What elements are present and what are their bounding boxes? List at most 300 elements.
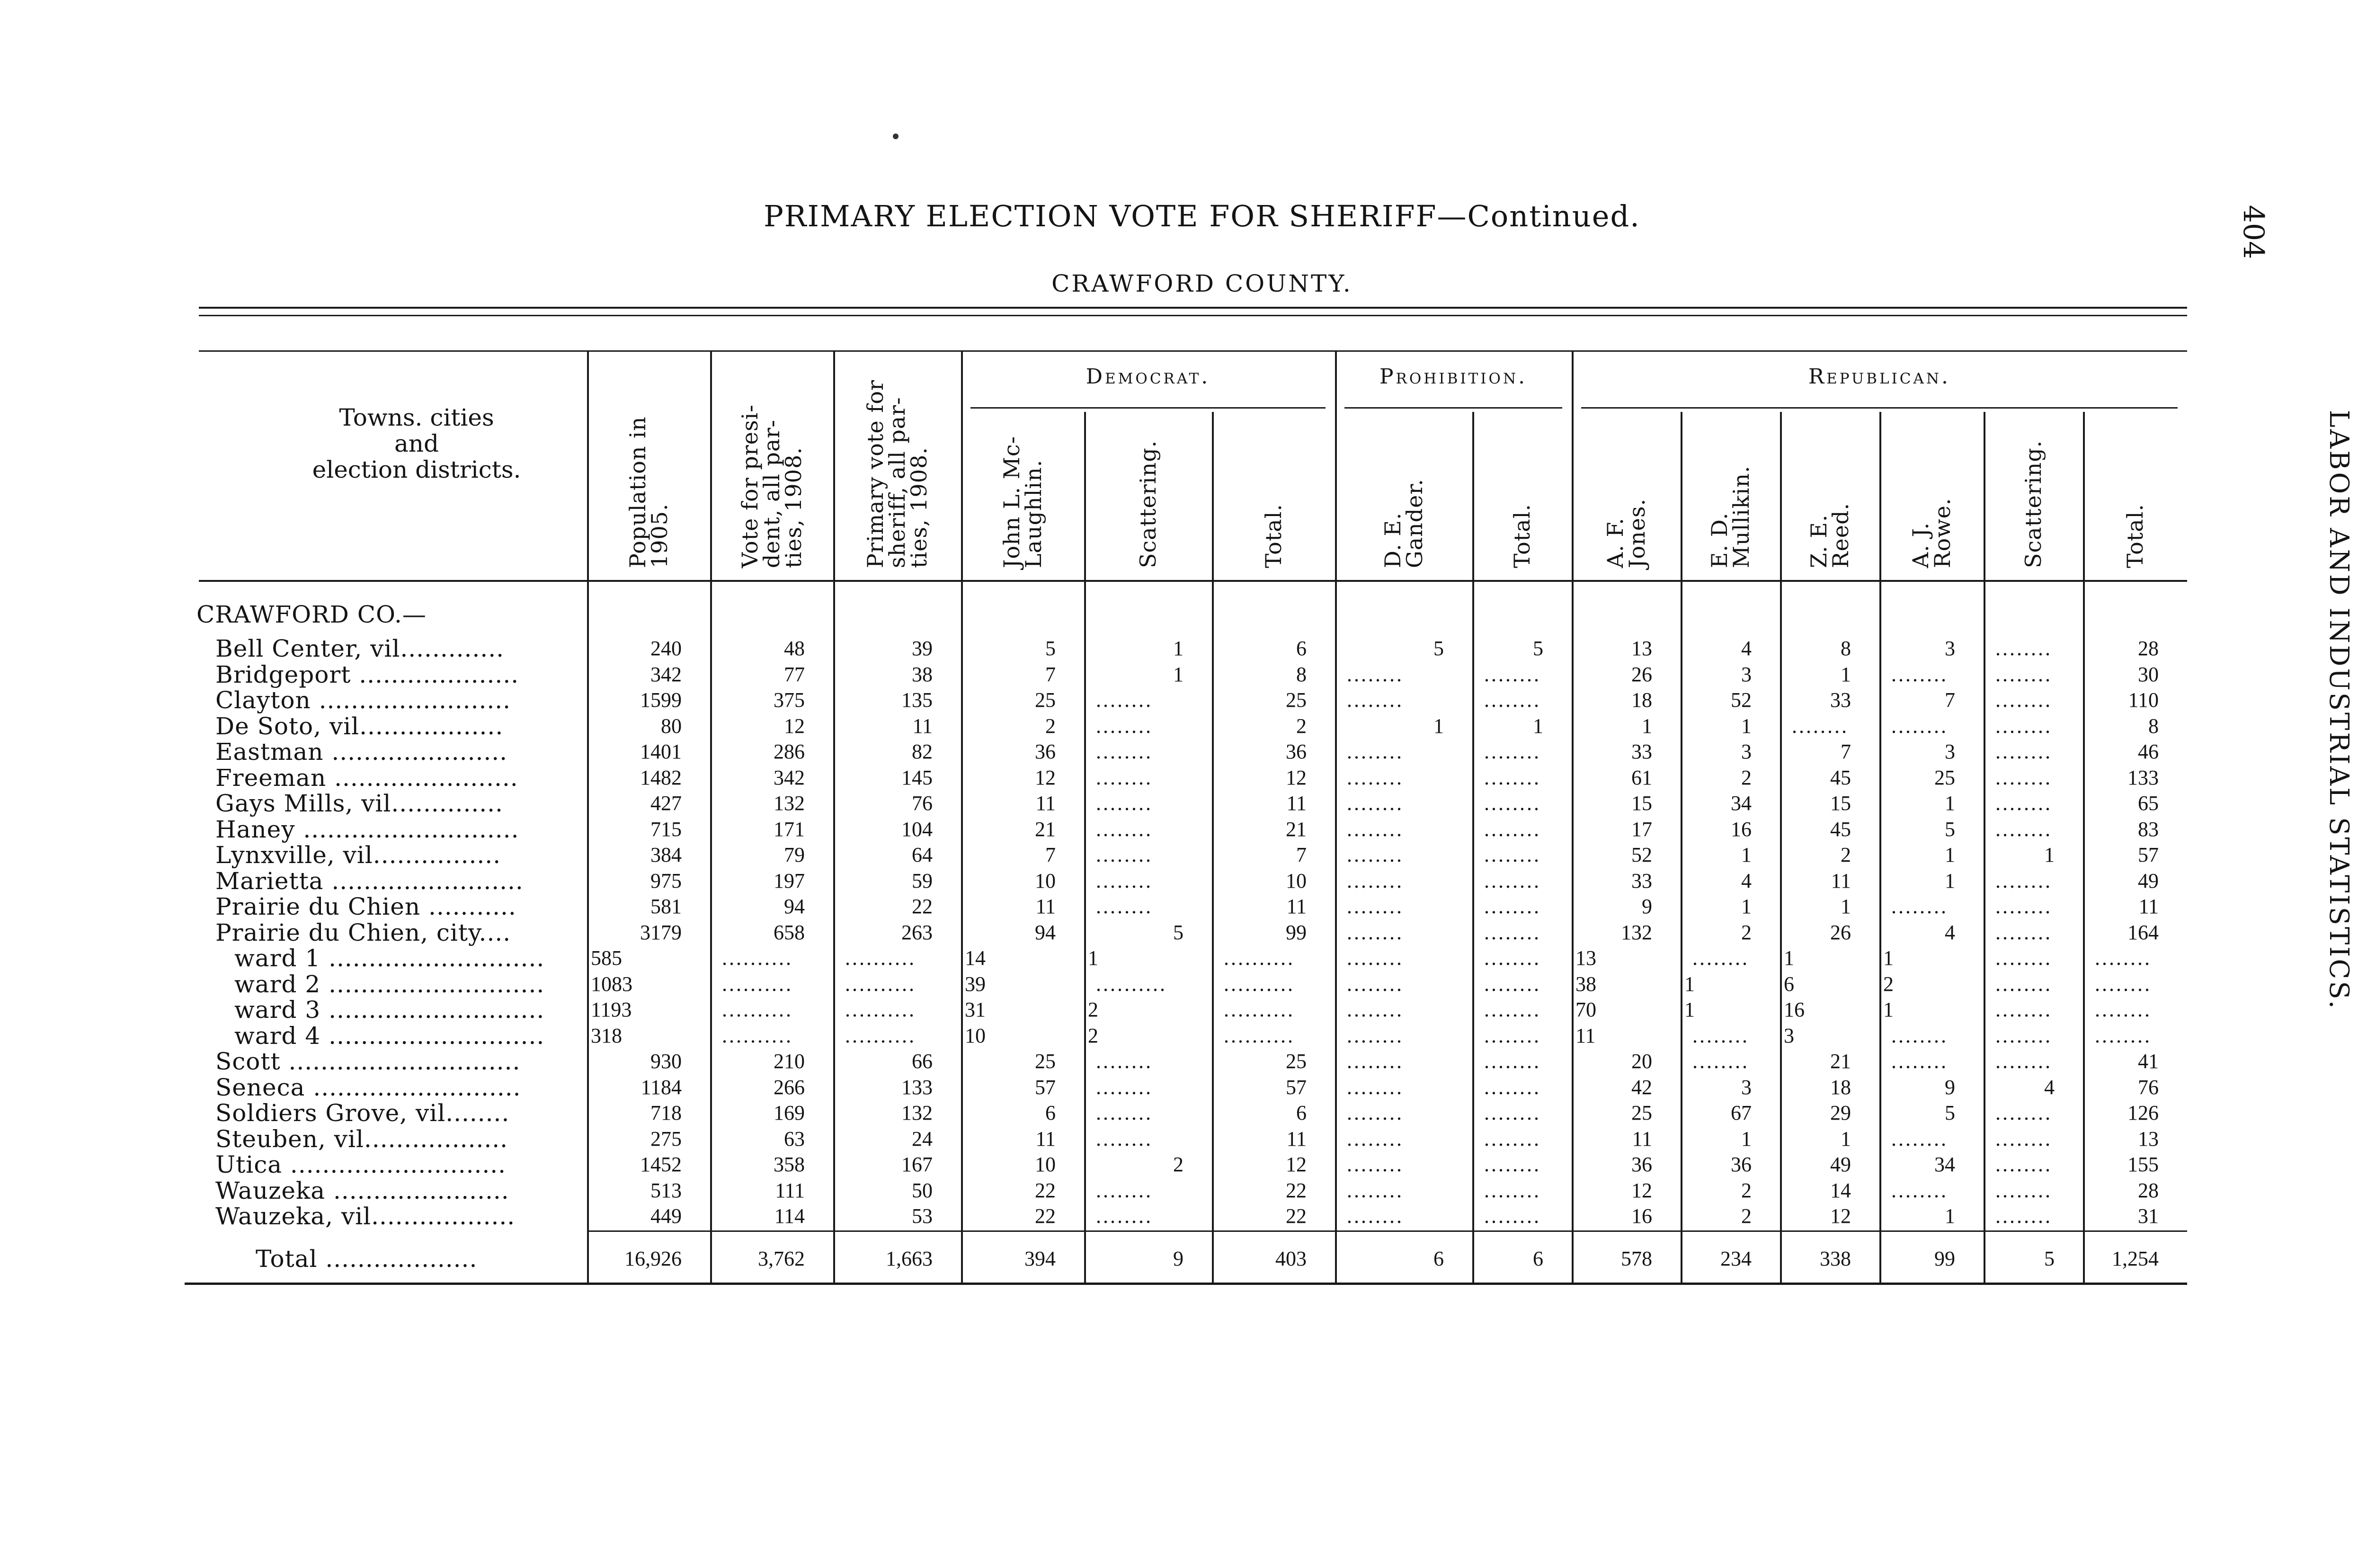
total-cell: 578	[1621, 1247, 1652, 1270]
table-cell: 2	[1883, 972, 1894, 996]
table-cell: 46	[2138, 740, 2159, 763]
table-cell: 266	[774, 1075, 805, 1099]
table-cell: 3179	[640, 920, 682, 944]
table-cell: ........	[1484, 946, 1541, 970]
table-cell: ..........	[722, 998, 793, 1021]
table-cell: ........	[1096, 1101, 1153, 1124]
table-cell: 76	[2138, 1075, 2159, 1099]
table-cell: 13	[1631, 637, 1652, 660]
table-cell: 1	[1433, 714, 1444, 738]
table-cell: 1	[1945, 1204, 1955, 1228]
row-label: Wauzeka, vil..................	[215, 1203, 516, 1230]
table-cell: ........	[1096, 1204, 1153, 1228]
table-cell: ........	[1096, 895, 1153, 918]
table-cell: 22	[1286, 1204, 1307, 1228]
table-cell: ........	[1096, 766, 1153, 789]
table-cell: 18	[1631, 688, 1652, 712]
rule-header-bottom	[199, 580, 2187, 582]
table-cell: ........	[1995, 792, 2052, 815]
table-cell: 132	[901, 1101, 933, 1124]
table-cell: ........	[1792, 714, 1849, 738]
table-cell: 12	[784, 714, 805, 738]
table-cell: 132	[774, 792, 805, 815]
table-cell: 14	[1830, 1178, 1851, 1202]
table-cell: 1	[1684, 972, 1695, 996]
table-cell: 79	[784, 843, 805, 866]
table-cell: ........	[1995, 972, 2052, 996]
table-cell: 3	[1784, 1024, 1794, 1047]
table-cell: 25	[1035, 1050, 1056, 1073]
table-cell: ........	[1484, 1153, 1541, 1176]
table-cell: ........	[1347, 1178, 1404, 1202]
table-cell: 57	[1286, 1075, 1307, 1099]
table-cell: 4	[1741, 869, 1752, 892]
table-cell: ........	[1347, 1075, 1404, 1099]
table-cell: ........	[1692, 1050, 1749, 1073]
table-cell: 20	[1631, 1050, 1652, 1073]
row-label: Marietta ........................	[215, 867, 524, 895]
table-cell: 1	[1945, 843, 1955, 866]
row-label: Wauzeka ......................	[215, 1176, 509, 1204]
table-cell: ........	[1995, 740, 2052, 763]
table-cell: 975	[650, 869, 682, 892]
table-cell: ..........	[722, 946, 793, 970]
table-cell: 658	[774, 920, 805, 944]
table-cell: 1083	[591, 972, 632, 996]
column-header-pop: Population in 1905.	[625, 416, 672, 568]
table-cell: 70	[1575, 998, 1596, 1021]
table-cell: 36	[1286, 740, 1307, 763]
table-cell: 11	[2138, 895, 2159, 918]
table-cell: ........	[1995, 869, 2052, 892]
table-cell: 9	[1945, 1075, 1955, 1099]
table-cell: 22	[1035, 1204, 1056, 1228]
table-cell: 375	[774, 688, 805, 712]
table-cell: 1184	[641, 1075, 682, 1099]
total-cell: 9	[1173, 1247, 1184, 1270]
table-cell: 21	[1830, 1050, 1851, 1073]
table-cell: 13	[1575, 946, 1596, 970]
table-cell: ........	[1347, 1050, 1404, 1073]
page-title: PRIMARY ELECTION VOTE FOR SHERIFF—Continued.	[764, 199, 1640, 233]
table-cell: ........	[1891, 1127, 1948, 1150]
table-cell: 104	[901, 817, 933, 841]
table-cell: 358	[774, 1153, 805, 1176]
table-cell: 210	[774, 1050, 805, 1073]
table-cell: ........	[1347, 920, 1404, 944]
table-cell: 33	[1830, 688, 1851, 712]
table-cell: ........	[1347, 688, 1404, 712]
table-cell: ........	[1096, 869, 1153, 892]
table-cell: 66	[912, 1050, 933, 1073]
group-header-0: Democrat.	[1086, 365, 1210, 389]
column-header-d_tot: Total.	[1261, 503, 1286, 568]
running-head: LABOR AND INDUSTRIAL STATISTICS.	[2323, 410, 2354, 1011]
table-cell: 2	[1741, 920, 1752, 944]
table-cell: 8	[2148, 714, 2159, 738]
column-header-r_row: A. J. Rowe.	[1908, 498, 1955, 568]
table-cell: 7	[1045, 662, 1056, 686]
table-cell: 155	[2127, 1153, 2159, 1176]
table-cell: ........	[1484, 1050, 1541, 1073]
table-cell: ........	[1484, 1101, 1541, 1124]
table-cell: 26	[1631, 662, 1652, 686]
row-label: Soldiers Grove, vil........	[215, 1099, 510, 1127]
table-cell: ........	[1484, 688, 1541, 712]
table-cell: 1	[1945, 792, 1955, 815]
table-cell: 8	[1841, 637, 1851, 660]
table-cell: 28	[2138, 1178, 2159, 1202]
table-cell: 164	[2127, 920, 2159, 944]
table-cell: ........	[1347, 1024, 1404, 1047]
table-cell: 263	[901, 920, 933, 944]
table-cell: ........	[1484, 920, 1541, 944]
table-cell: ........	[1891, 1050, 1948, 1073]
table-cell: 4	[1741, 637, 1752, 660]
table-cell: 585	[591, 946, 622, 970]
table-cell: 2	[1088, 998, 1098, 1021]
table-cell: 2	[1741, 1204, 1752, 1228]
table-cell: 50	[912, 1178, 933, 1202]
table-cell: ..........	[1224, 1024, 1295, 1047]
rule-bottom	[185, 1283, 2187, 1285]
table-cell: 22	[1286, 1178, 1307, 1202]
table-cell: 99	[1286, 920, 1307, 944]
table-cell: ........	[1995, 1204, 2052, 1228]
table-cell: 2	[1841, 843, 1851, 866]
column-header-p_tot: Total.	[1509, 503, 1535, 568]
row-label: Bell Center, vil.............	[215, 635, 504, 662]
table-cell: ........	[1096, 1075, 1153, 1099]
table-cell: ........	[2095, 972, 2152, 996]
table-cell: 5	[1945, 817, 1955, 841]
table-cell: 1	[1533, 714, 1543, 738]
table-cell: 31	[965, 998, 986, 1021]
table-cell: ........	[1995, 766, 2052, 789]
table-cell: ........	[1484, 1204, 1541, 1228]
table-cell: 21	[1035, 817, 1056, 841]
table-cell: 167	[901, 1153, 933, 1176]
table-cell: 21	[1286, 817, 1307, 841]
table-cell: 1	[1883, 998, 1894, 1021]
column-header-d_sc: Scattering.	[1135, 440, 1161, 568]
table-cell: ........	[1995, 998, 2052, 1021]
table-cell: 15	[1830, 792, 1851, 815]
table-cell: 2	[1296, 714, 1307, 738]
table-cell: 11	[1632, 1127, 1652, 1150]
table-cell: 171	[774, 817, 805, 841]
total-cell: 16,926	[624, 1247, 682, 1270]
table-cell: 7	[1296, 843, 1307, 866]
row-label: ward 1 ...........................	[234, 944, 545, 972]
table-cell: 1	[2044, 843, 2055, 866]
table-cell: 1	[1642, 714, 1652, 738]
table-cell: 718	[650, 1101, 682, 1124]
table-cell: 11	[1831, 869, 1851, 892]
column-header-r_tot: Total.	[2122, 503, 2148, 568]
table-cell: 11	[1286, 792, 1307, 815]
table-cell: 1	[1741, 843, 1752, 866]
row-label: Haney ...........................	[215, 815, 519, 843]
table-cell: 76	[912, 792, 933, 815]
table-cell: ........	[1995, 1127, 2052, 1150]
row-label: ward 2 ...........................	[234, 970, 545, 998]
table-cell: 64	[912, 843, 933, 866]
table-cell: 6	[1784, 972, 1794, 996]
table-cell: 3	[1741, 1075, 1752, 1099]
table-cell: 2	[1173, 1153, 1184, 1176]
table-cell: ........	[1484, 766, 1541, 789]
table-cell: 57	[2138, 843, 2159, 866]
table-cell: 3	[1741, 662, 1752, 686]
table-cell: 1	[1841, 1127, 1851, 1150]
table-cell: 39	[912, 637, 933, 660]
row-label: Utica ...........................	[215, 1151, 507, 1178]
table-cell: 18	[1830, 1075, 1851, 1099]
column-header-pres: Vote for presi- dent, all par- ties, 1908.	[737, 404, 806, 568]
total-cell: 6	[1433, 1247, 1444, 1270]
table-cell: 1482	[640, 766, 682, 789]
table-cell: 1	[1173, 662, 1184, 686]
table-cell: ........	[1995, 662, 2052, 686]
table-cell: ........	[1347, 1101, 1404, 1124]
table-cell: 7	[1045, 843, 1056, 866]
group-rule	[1581, 407, 2178, 409]
table-cell: 5	[1433, 637, 1444, 660]
group-header-1: Prohibition.	[1379, 365, 1528, 389]
table-cell: 34	[1934, 1153, 1955, 1176]
table-cell: 6	[1296, 1101, 1307, 1124]
table-cell: 25	[1934, 766, 1955, 789]
table-cell: ........	[1096, 792, 1153, 815]
table-cell: ..........	[1224, 946, 1295, 970]
table-cell: 133	[2127, 766, 2159, 789]
row-label: Prairie du Chien, city....	[215, 918, 511, 946]
table-cell: 80	[661, 714, 682, 738]
stub-header: Towns. cities and election districts.	[312, 404, 521, 483]
table-cell: 45	[1830, 817, 1851, 841]
total-cell: 5	[2044, 1247, 2055, 1270]
table-cell: ........	[1484, 740, 1541, 763]
rule-header-top	[199, 350, 2187, 352]
column-header-r_sc: Scattering.	[2020, 440, 2046, 568]
table-cell: 10	[965, 1024, 986, 1047]
table-cell: 30	[2138, 662, 2159, 686]
table-cell: ........	[2095, 1024, 2152, 1047]
table-cell: 22	[912, 895, 933, 918]
table-cell: ........	[1995, 817, 2052, 841]
table-cell: ........	[1347, 843, 1404, 866]
table-cell: ........	[1347, 1153, 1404, 1176]
table-cell: 45	[1830, 766, 1851, 789]
table-cell: 11	[1035, 895, 1056, 918]
table-cell: 2	[1741, 766, 1752, 789]
table-cell: 1	[1684, 998, 1695, 1021]
group-rule	[970, 407, 1326, 409]
table-cell: 513	[650, 1178, 682, 1202]
table-cell: ........	[1995, 688, 2052, 712]
table-cell: 12	[1286, 1153, 1307, 1176]
table-cell: 29	[1830, 1101, 1851, 1124]
table-cell: ........	[1484, 662, 1541, 686]
table-cell: 3	[1741, 740, 1752, 763]
total-cell: 234	[1720, 1247, 1752, 1270]
table-cell: 12	[1286, 766, 1307, 789]
table-cell: 53	[912, 1204, 933, 1228]
table-cell: 1	[1173, 637, 1184, 660]
table-cell: 26	[1830, 920, 1851, 944]
table-cell: ........	[1995, 1101, 2052, 1124]
table-cell: 57	[1035, 1075, 1056, 1099]
group-rule	[1344, 407, 1562, 409]
table-cell: 169	[774, 1101, 805, 1124]
table-cell: 1	[1741, 895, 1752, 918]
total-cell: 394	[1024, 1247, 1056, 1270]
table-cell: 8	[1296, 662, 1307, 686]
table-cell: ........	[1347, 972, 1404, 996]
table-cell: ........	[1484, 1127, 1541, 1150]
table-cell: 65	[2138, 792, 2159, 815]
table-cell: 11	[1035, 792, 1056, 815]
table-cell: 133	[901, 1075, 933, 1099]
table-cell: 36	[1035, 740, 1056, 763]
table-cell: 126	[2127, 1101, 2159, 1124]
column-header-r_jon: A. F. Jones.	[1602, 498, 1650, 568]
total-row-label: Total ...................	[256, 1245, 478, 1273]
table-cell: 25	[1286, 1050, 1307, 1073]
table-cell: ........	[1484, 792, 1541, 815]
row-label: Clayton ........................	[215, 686, 511, 714]
row-label: Steuben, vil..................	[215, 1125, 508, 1153]
table-cell: 135	[901, 688, 933, 712]
table-cell: ........	[2095, 998, 2152, 1021]
table-cell: 63	[784, 1127, 805, 1150]
table-cell: 2	[1741, 1178, 1752, 1202]
table-cell: 67	[1731, 1101, 1752, 1124]
table-cell: 1	[1741, 714, 1752, 738]
table-cell: ........	[2095, 946, 2152, 970]
table-cell: 4	[1945, 920, 1955, 944]
table-cell: ..........	[1224, 972, 1295, 996]
table-cell: 7	[1945, 688, 1955, 712]
table-cell: ........	[1484, 817, 1541, 841]
table-cell: 197	[774, 869, 805, 892]
row-label: ward 3 ...........................	[234, 996, 545, 1024]
table-cell: 11	[912, 714, 933, 738]
table-cell: 9	[1642, 895, 1652, 918]
table-cell: ........	[1995, 1024, 2052, 1047]
table-cell: 318	[591, 1024, 622, 1047]
table-cell: 41	[2138, 1050, 2159, 1073]
table-cell: ........	[1995, 1178, 2052, 1202]
table-cell: 16	[1731, 817, 1752, 841]
table-cell: 33	[1631, 740, 1652, 763]
page-subtitle: CRAWFORD COUNTY.	[1051, 270, 1353, 297]
table-cell: 342	[774, 766, 805, 789]
table-cell: 11	[1286, 1127, 1307, 1150]
table-cell: 22	[1035, 1178, 1056, 1202]
table-cell: 25	[1631, 1101, 1652, 1124]
table-cell: 275	[650, 1127, 682, 1150]
table-cell: 427	[650, 792, 682, 815]
table-cell: 286	[774, 740, 805, 763]
table-cell: 15	[1631, 792, 1652, 815]
table-cell: 11	[1286, 895, 1307, 918]
table-cell: ........	[1096, 688, 1153, 712]
table-cell: 59	[912, 869, 933, 892]
total-cell: 1,663	[886, 1247, 933, 1270]
row-label: ward 4 ...........................	[234, 1022, 545, 1050]
table-cell: ........	[1891, 662, 1948, 686]
table-cell: 3	[1945, 740, 1955, 763]
table-cell: 77	[784, 662, 805, 686]
table-cell: ........	[1995, 1050, 2052, 1073]
table-cell: 6	[1296, 637, 1307, 660]
table-cell: 25	[1286, 688, 1307, 712]
table-cell: 111	[775, 1178, 805, 1202]
table-cell: 17	[1631, 817, 1652, 841]
table-cell: 6	[1045, 1101, 1056, 1124]
row-label: Gays Mills, vil..............	[215, 790, 503, 817]
table-cell: 1	[1088, 946, 1098, 970]
table-cell: 5	[1533, 637, 1543, 660]
table-cell: ........	[1891, 714, 1948, 738]
total-cell: 3,762	[758, 1247, 805, 1270]
county-label: CRAWFORD CO.—	[196, 601, 427, 628]
table-cell: ........	[1891, 895, 1948, 918]
table-cell: 42	[1631, 1075, 1652, 1099]
table-cell: ..........	[845, 946, 916, 970]
column-header-r_mul: E. D. Mullikin.	[1707, 465, 1754, 568]
table-cell: 449	[650, 1204, 682, 1228]
table-cell: ..........	[845, 972, 916, 996]
table-cell: ........	[1891, 1024, 1948, 1047]
table-cell: 39	[965, 972, 986, 996]
table-cell: 342	[650, 662, 682, 686]
table-cell: 33	[1631, 869, 1652, 892]
table-cell: 11	[1035, 1127, 1056, 1150]
row-label: Eastman ......................	[215, 738, 508, 766]
table-cell: 49	[1830, 1153, 1851, 1176]
table-cell: 110	[2128, 688, 2159, 712]
table-cell: 61	[1631, 766, 1652, 789]
table-cell: ........	[1347, 1204, 1404, 1228]
table-cell: ........	[1484, 1178, 1541, 1202]
table-cell: 83	[2138, 817, 2159, 841]
table-cell: 14	[965, 946, 986, 970]
table-cell: ........	[1995, 895, 2052, 918]
table-cell: ........	[1347, 817, 1404, 841]
table-cell: 5	[1945, 1101, 1955, 1124]
table-cell: 34	[1731, 792, 1752, 815]
table-cell: ........	[1484, 998, 1541, 1021]
table-cell: ........	[1484, 972, 1541, 996]
total-cell: 403	[1275, 1247, 1307, 1270]
rule-top-2	[199, 315, 2187, 316]
table-cell: 52	[1631, 843, 1652, 866]
table-cell: ........	[1484, 1024, 1541, 1047]
table-cell: 1	[1784, 946, 1794, 970]
table-cell: ........	[1096, 1178, 1153, 1202]
table-cell: ..........	[845, 998, 916, 1021]
row-label: De Soto, vil..................	[215, 712, 504, 740]
column-header-p_gan: D. E. Gander.	[1380, 478, 1427, 568]
table-cell: ..........	[845, 1024, 916, 1047]
table-cell: ........	[1096, 1127, 1153, 1150]
row-label: Bridgeport ....................	[215, 660, 519, 688]
table-cell: 5	[1045, 637, 1056, 660]
table-cell: 240	[650, 637, 682, 660]
